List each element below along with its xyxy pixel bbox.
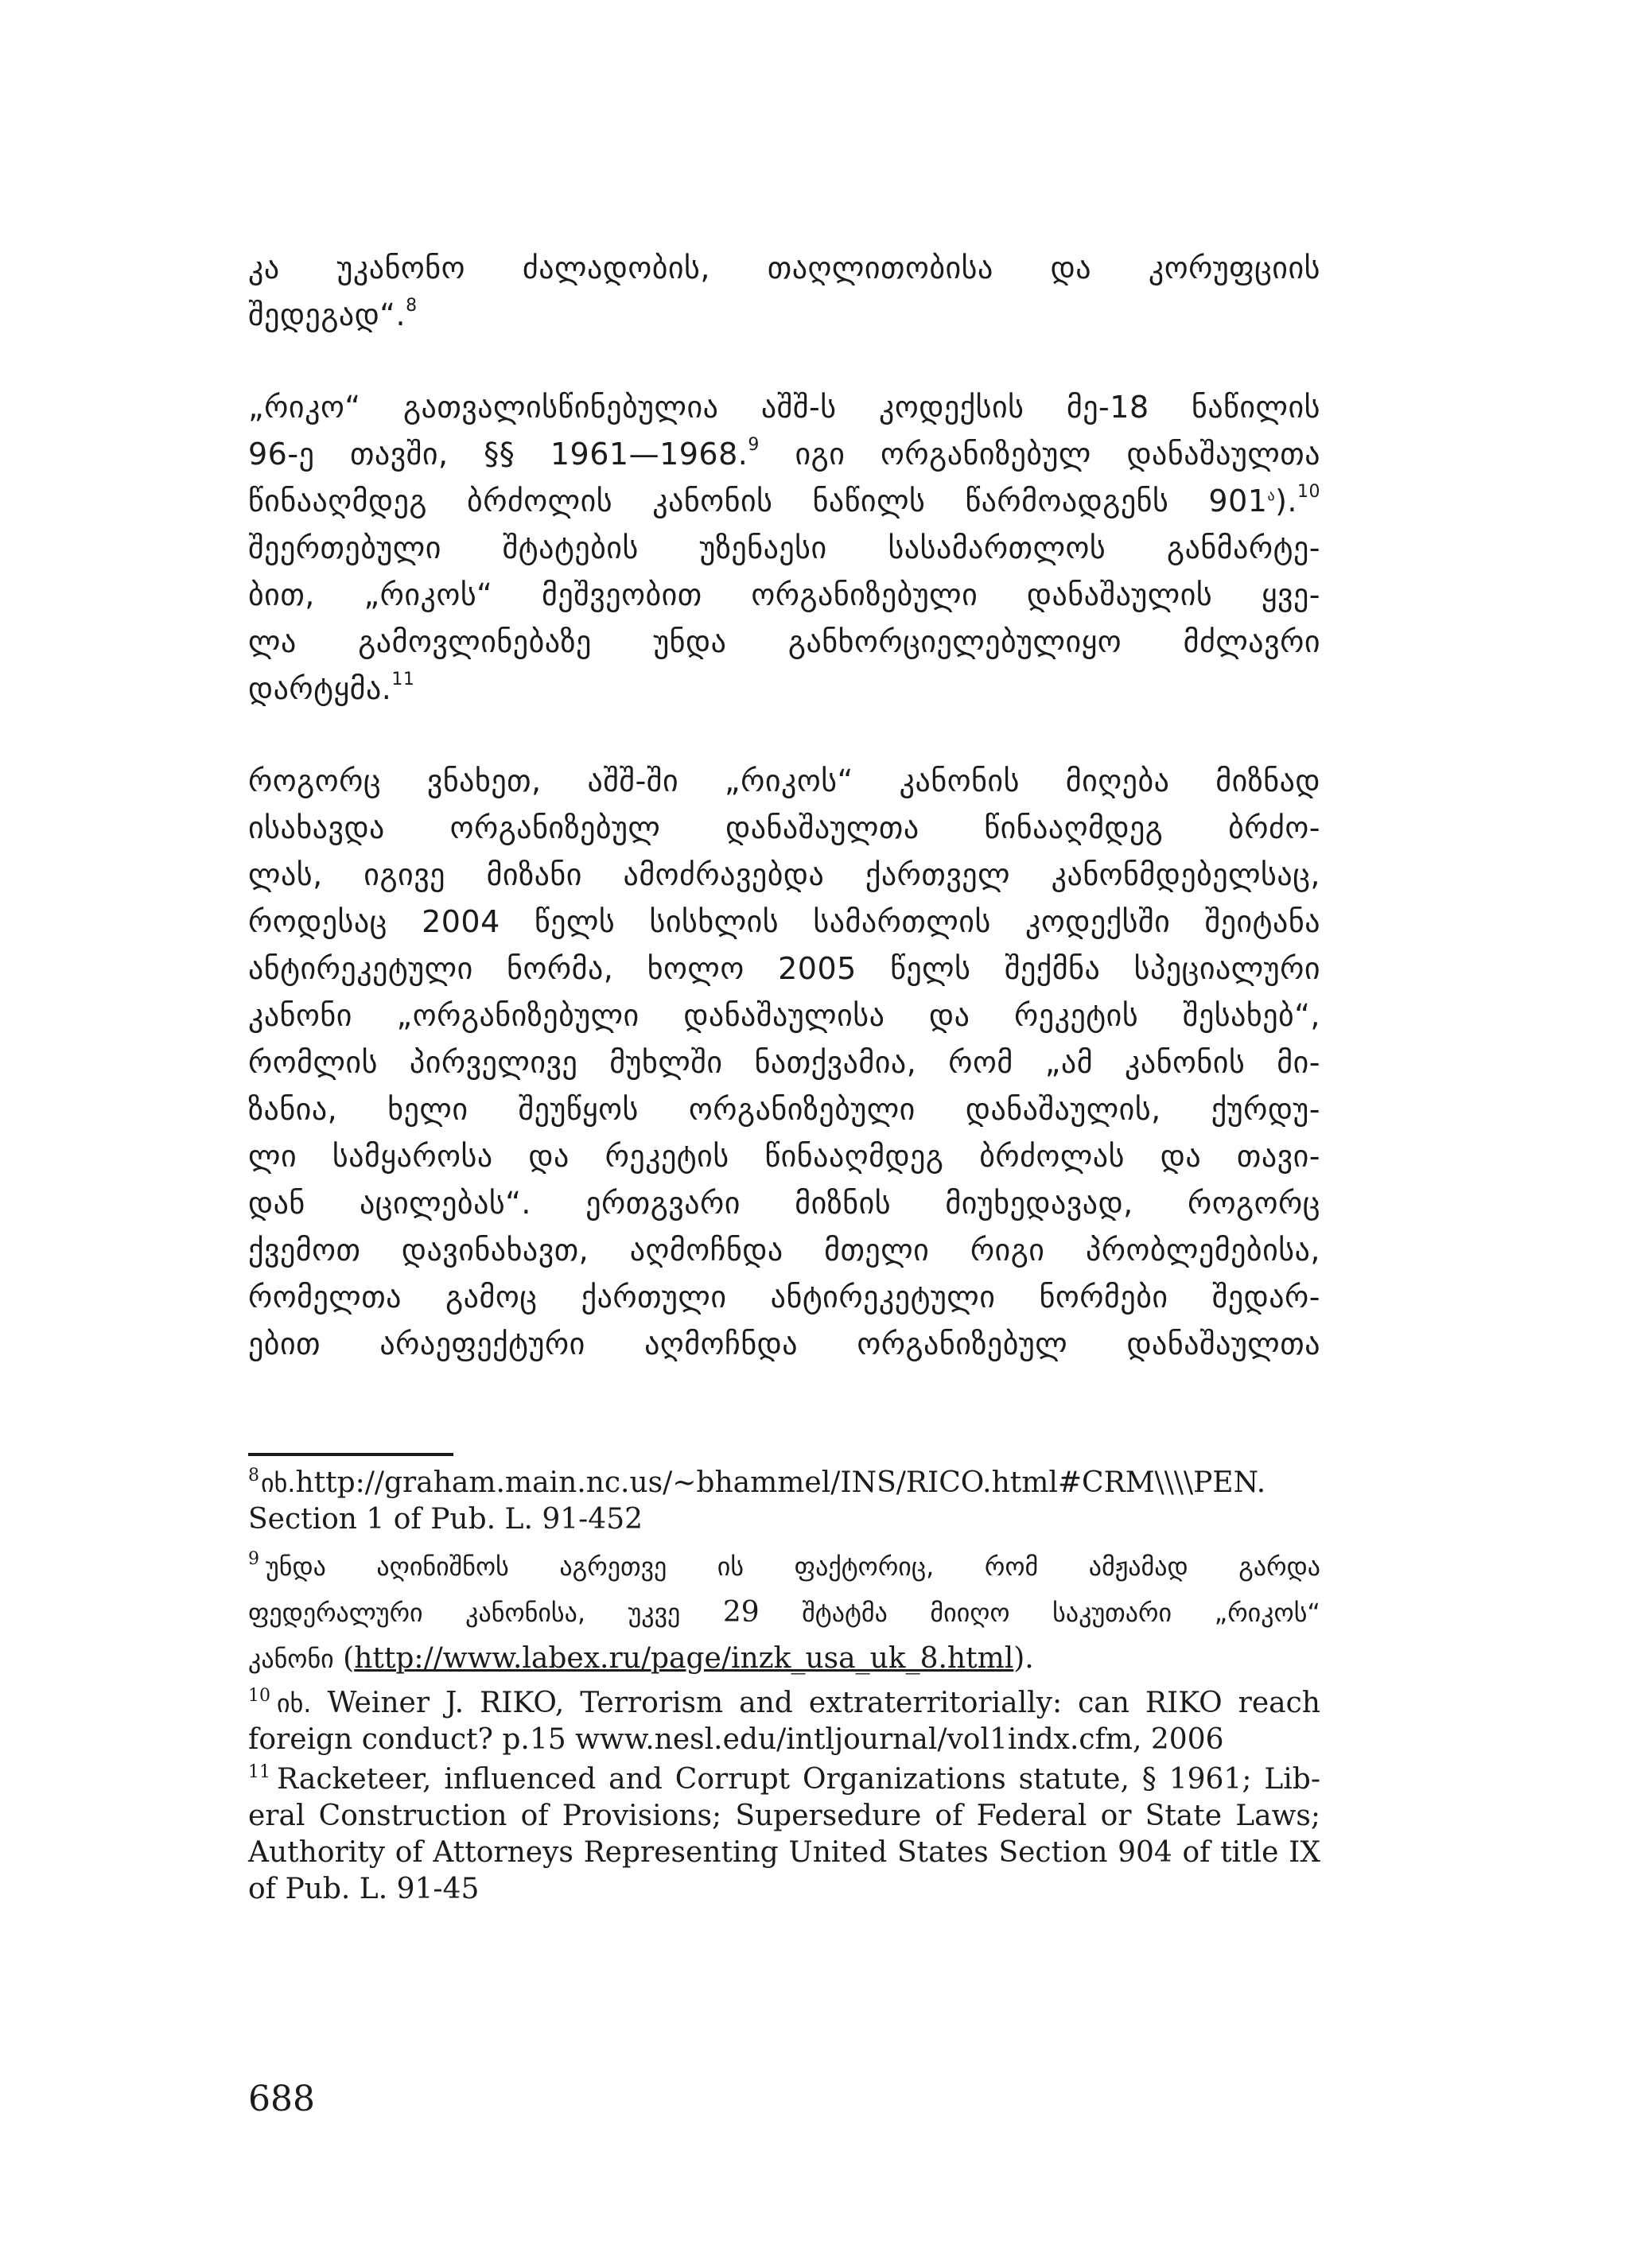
superscript-letter: ა xyxy=(1267,487,1276,504)
footnote-9 xyxy=(248,1544,1320,1590)
footnote-separator xyxy=(248,1453,453,1456)
footnote-9-link[interactable]: http://www.labex.ru/page/inzk_usa_uk_8.html xyxy=(354,1642,1014,1675)
p2-line-7-wrap xyxy=(248,666,1320,713)
p3-line-4-text: როდესაც 2004 წელს სისხლის სამართლის კოდექსში შეიტანა xyxy=(248,904,1320,939)
p3-line-8 xyxy=(248,1086,1320,1133)
footnote-8-line-2 xyxy=(248,1501,1320,1538)
footnote-9-line-1: უნდა აღინიშნოს აგრეთვე ის ფაქტორიც, რომ ამჟამად გარდა xyxy=(266,1551,1320,1582)
p3-line-10-text: დან აცილებას“. ერთგვარი მიზნის მიუხედავად, როგორც xyxy=(248,1186,1320,1221)
p3-line-10 xyxy=(248,1180,1320,1227)
paragraph-2 xyxy=(248,384,1320,431)
p2-line-7: დარტყმა. xyxy=(248,671,392,706)
footnote-11-line-3: Authority of Attorneys Representing United States Section 904 of title IX xyxy=(248,1836,1320,1869)
p1-line-2: შედეგად“. xyxy=(248,297,406,332)
footnote-10-line-2[interactable]: foreign conduct? p.15 www.nesl.edu/intljournal/vol1indx.cfm, 2006 xyxy=(248,1723,1224,1756)
p2-line-2b: იგი ორგანიზებულ დანაშაულთა xyxy=(759,437,1320,472)
p2-line-1: „რიკო“ გათვალისწინებულია აშშ-ს კოდექსის მე-18 ნაწილის xyxy=(248,390,1320,425)
p3-line-1 xyxy=(248,758,1320,805)
footnote-9-line-3-wrap xyxy=(248,1636,1320,1682)
footnote-11-number: 11 xyxy=(248,1762,270,1782)
footnote-11-line-1: Racketeer, influenced and Corrupt Organizations statute, § 1961; Lib- xyxy=(277,1763,1320,1796)
footnote-ref-9[interactable]: 9 xyxy=(748,435,760,455)
footnote-8-url[interactable]: http://graham.main.nc.us/~bhammel/INS/RICO.html#CRM\\\\PEN. xyxy=(295,1466,1266,1499)
p2-line-5-wrap xyxy=(248,572,1320,619)
main-text xyxy=(248,245,1320,1368)
footnote-8-line-2-text: Section 1 of Pub. L. 91-452 xyxy=(248,1503,643,1536)
p2-line-2a: 96-ე თავში, §§ 1961—1968. xyxy=(248,437,748,472)
p3-line-6-text: კანონი „ორგანიზებული დანაშაულისა და რეკეტის შესახებ“, xyxy=(248,998,1320,1033)
footnote-ref-11[interactable]: 11 xyxy=(391,670,415,689)
footnote-10-line-2-wrap xyxy=(248,1722,1320,1758)
p3-line-4 xyxy=(248,899,1320,946)
footnote-ref-8[interactable]: 8 xyxy=(406,296,418,316)
footnote-8-number: 8 xyxy=(248,1466,259,1485)
p3-line-12 xyxy=(248,1274,1320,1321)
p2-line-6-wrap xyxy=(248,619,1320,666)
p3-line-7-text: რომლის პირველივე მუხლში ნათქვამია, რომ „ამ კანონის მი- xyxy=(248,1045,1320,1080)
footnote-9-line-3a: კანონი xyxy=(248,1644,334,1674)
footnote-11-line-2: eral Construction of Provisions; Supersedure of Federal or State Laws; xyxy=(248,1800,1320,1832)
p3-line-2-text: ისახავდა ორგანიზებულ დანაშაულთა წინააღმდეგ ბრძო- xyxy=(248,810,1320,845)
p2-line-4-wrap xyxy=(248,525,1320,572)
p3-line-5-text: ანტირეკეტული ნორმა, ხოლო 2005 წელს შექმნა სპეციალური xyxy=(248,951,1320,986)
p3-line-9-text: ლი სამყაროსა და რეკეტის წინააღმდეგ ბრძოლას და თავი- xyxy=(248,1139,1320,1174)
p3-line-11 xyxy=(248,1227,1320,1274)
p3-line-13 xyxy=(248,1321,1320,1368)
footnote-10-line-1: Weiner J. RIKO, Terrorism and extraterritorially: can RIKO reach xyxy=(311,1687,1320,1719)
p3-line-12-text: რომელთა გამოც ქართული ანტირეკეტული ნორმები შედარ- xyxy=(248,1280,1320,1315)
p3-line-2 xyxy=(248,805,1320,852)
paragraph-1 xyxy=(248,245,1320,292)
page-number: 688 xyxy=(248,2079,315,2119)
footnote-9-link-close: ). xyxy=(1013,1642,1034,1675)
footnote-9-link-open: ( xyxy=(333,1642,355,1675)
footnotes xyxy=(248,1465,1320,1908)
p2-line-3a: წინააღმდეგ ბრძოლის კანონის ნაწილს წარმოადგენს 901 xyxy=(248,484,1268,518)
footnote-8 xyxy=(248,1465,1320,1501)
footnote-9-number-29: 29 xyxy=(722,1596,760,1629)
footnote-10 xyxy=(248,1685,1320,1722)
p2-line-3b: ). xyxy=(1275,484,1297,518)
footnote-11-line-3-wrap xyxy=(248,1835,1320,1871)
footnote-10-ka: იხ. xyxy=(277,1688,312,1718)
p3-line-6 xyxy=(248,992,1320,1039)
footnote-9-number: 9 xyxy=(248,1549,259,1569)
footnote-11 xyxy=(248,1761,1320,1798)
p2-line-4: შეერთებული შტატების უზენაესი სასამართლოს განმარტე- xyxy=(248,530,1320,565)
footnote-8-ka: იხ. xyxy=(261,1468,296,1498)
p2-line-5: ბით, „რიკოს“ მეშვეობით ორგანიზებული დანაშაულის ყვე- xyxy=(248,577,1320,612)
footnote-11-line-2-wrap xyxy=(248,1798,1320,1835)
footnote-ref-10[interactable]: 10 xyxy=(1297,482,1320,502)
p3-line-11-text: ქვემოთ დავინახავთ, აღმოჩნდა მთელი რიგი პრობლემებისა, xyxy=(248,1233,1320,1268)
p3-line-3-text: ლას, იგივე მიზანი ამოძრავებდა ქართველ კანონმდებელსაც, xyxy=(248,857,1320,892)
footnote-9-line-2b: შტატმა მიიღო საკუთარი „რიკოს“ xyxy=(759,1598,1321,1628)
footnote-9-line-2a: ფედერალური კანონისა, უკვე xyxy=(248,1598,723,1628)
p1-line-1: კა უკანონო ძალადობის, თაღლითობისა და კორუფციის xyxy=(248,250,1320,285)
p2-line-6: ლა გამოვლინებაზე უნდა განხორციელებულიყო მძლავრი xyxy=(248,624,1320,659)
p3-line-1-text: როგორც ვნახეთ, აშშ-ში „რიკოს“ კანონის მიღება მიზნად xyxy=(248,763,1320,798)
p3-line-8-text: ზანია, ხელი შეუწყოს ორგანიზებული დანაშაულის, ქურდუ- xyxy=(248,1092,1320,1127)
footnote-10-number: 10 xyxy=(248,1686,270,1706)
paragraph-1-end xyxy=(248,292,1320,339)
footnote-9-line-2-wrap xyxy=(248,1590,1320,1636)
p2-line-3-wrap xyxy=(248,478,1320,525)
p3-line-9 xyxy=(248,1133,1320,1180)
p3-line-13-text: ებით არაეფექტური აღმოჩნდა ორგანიზებულ დანაშაულთა xyxy=(248,1326,1320,1361)
footnote-11-line-4-wrap xyxy=(248,1871,1320,1908)
p3-line-3 xyxy=(248,852,1320,899)
p3-line-5 xyxy=(248,946,1320,992)
p2-line-2-wrap xyxy=(248,431,1320,478)
p3-line-7 xyxy=(248,1039,1320,1086)
footnote-11-line-4: of Pub. L. 91-45 xyxy=(248,1873,480,1905)
